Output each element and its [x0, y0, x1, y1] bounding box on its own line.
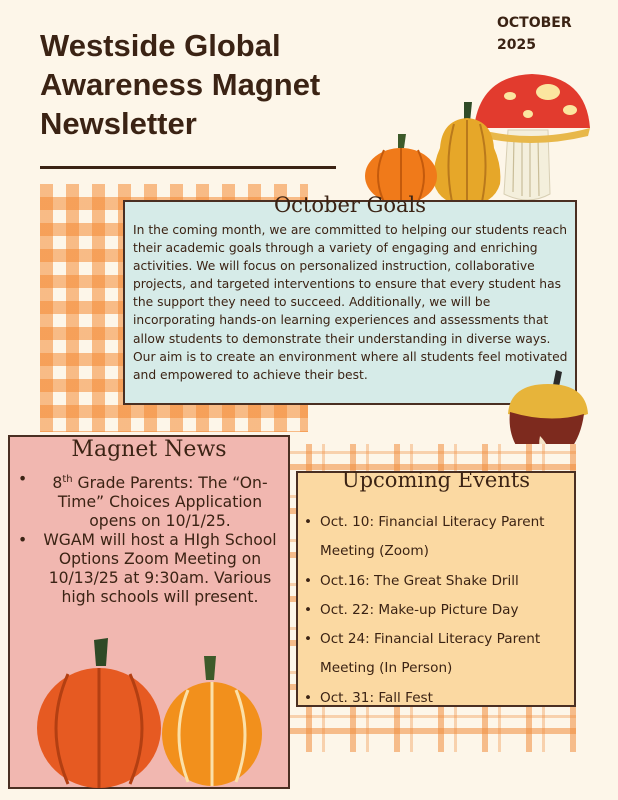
news-item-1-superscript: th [62, 474, 73, 485]
title-line: Awareness Magnet [40, 67, 321, 102]
issue-month: OCTOBER [497, 15, 572, 31]
goals-body: In the coming month, we are committed to helping our students reach their academic goals through a variety of engaging and enriching activities. We will focus on personalized instruction, collaborative projects, and targeted interventions to ensure that every student has the support they need to succeed. Additionally, we will be incorporating hands-on learning experiences and assessments that allow students to demonstrate their understanding in diverse ways. Our aim is to create an environment where all students feel motivated and empowered to achieve their best. [133, 223, 568, 382]
issue-year: 2025 [497, 37, 536, 53]
events-list [300, 508, 574, 713]
issue-date [497, 12, 572, 56]
squash-icon [430, 100, 504, 208]
magnet-news-title: Magnet News [71, 437, 227, 462]
title-line: Newsletter [40, 106, 197, 141]
list-item: • WGAM will host a HIgh School Options Zoom Meeting on 10/13/25 at 9:30am. Various high schools will present. [14, 531, 284, 607]
events-title: Upcoming Events [341, 468, 531, 492]
news-item-1-prefix: 8 [52, 474, 63, 493]
list-item: • Oct. 10: Financial Literacy Parent Meeting (Zoom) [300, 508, 574, 567]
list-item: • Oct.16: The Great Shake Drill [300, 567, 574, 596]
newsletter-title [40, 26, 360, 143]
list-item: • Oct 24: Financial Literacy Parent Meeting (In Person) [300, 625, 574, 684]
magnet-news-list [14, 470, 284, 607]
list-item: • Oct. 31: Fall Fest [300, 684, 574, 713]
pumpkin-icon [34, 636, 164, 790]
title-divider [40, 166, 336, 169]
goals-title: October Goals [273, 193, 427, 217]
list-item [14, 470, 284, 531]
news-item-1-text: Grade Parents: The “On-Time” Choices Application opens on 10/1/25. [57, 474, 268, 531]
list-item: • Oct. 22: Make-up Picture Day [300, 596, 574, 625]
title-line: Westside Global [40, 28, 281, 63]
pumpkin-icon [160, 654, 264, 790]
